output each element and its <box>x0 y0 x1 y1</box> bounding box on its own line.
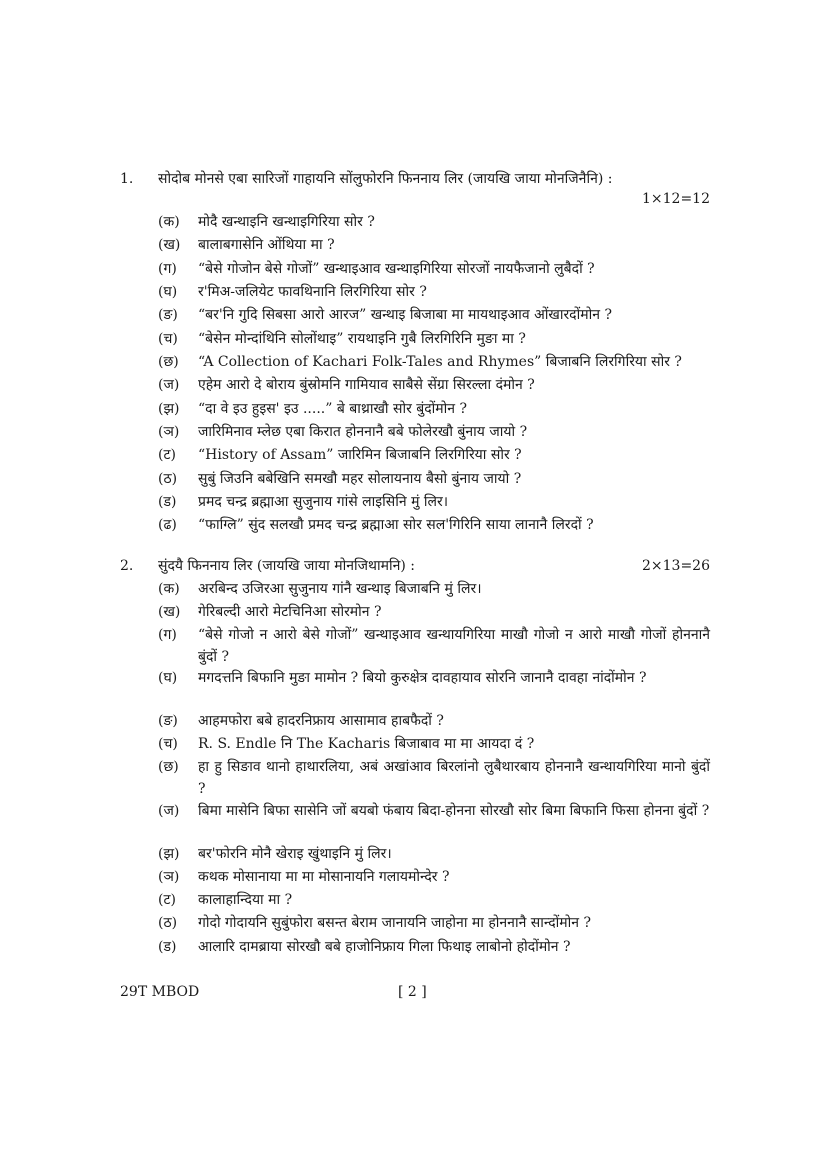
sub-question-text: आहमफोरा बबे हादरनिफ्राय आसामाव हाबफैदों ? <box>198 713 444 729</box>
sub-question-label: (ख) <box>158 237 181 253</box>
sub-question-label: (ज) <box>158 803 180 819</box>
sub-question-text: “बर'नि गुदि सिबसा आरो आरज” खन्थाइ बिजाबा मा मायथाइआव ओंखारदोंमोन ? <box>198 307 612 323</box>
sub-question-text: एहेम आरो दे बोराय बुंस्रोमनि गामियाव साबैसे सेंग्रा सिरल्ला दंमोन ? <box>198 377 535 393</box>
sub-question-label: (ङ) <box>158 307 178 323</box>
sub-question-text: “फाग्लि” सुंद सलखौ प्रमद चन्द्र ब्रह्माआ सोर सल'गिरिनि साया लानानै लिरदों ? <box>198 517 594 533</box>
sub-question-text: “दा वे इउ हुइस' इउ .....” बे बाथ्राखौ सोर बुंदोंमोन ? <box>198 401 468 417</box>
sub-question-text: मगदत्तनि बिफानि मुङा मामोन ? बियो कुरुक्षेत्र दावहायाव सोरनि जानानै दावहा नांदोंमोन ? <box>198 670 647 686</box>
sub-question-text: जारिमिनाव म्लेछ एबा किरात होननानै बबे फोलेरखौ बुंनाय जायो ? <box>198 424 528 440</box>
sub-question-label: (ज) <box>158 377 180 393</box>
sub-question-label: (ट) <box>158 447 176 463</box>
question-1-marks: 1×12=12 <box>642 191 710 207</box>
sub-question-text: मोदै खन्थाइनि खन्थाइगिरिया सोर ? <box>198 214 375 230</box>
sub-question-text: “बेसे गोजोन बेसे गोजों” खन्थाइआव खन्थाइगिरिया सोरजों नायफैजानो लुबैदों ? <box>198 261 595 277</box>
sub-question-text: “History of Assam” जारिमिन बिजाबनि लिरगिरिया सोर ? <box>198 447 522 463</box>
question-2-marks: 2×13=26 <box>642 558 710 574</box>
sub-question-text: बिमा मासेनि बिफा सासेनि जों बयबो फंबाय बिदा-होनना सोरखौ सोर बिमा बिफानि फिसा होनना बुंदों ? <box>198 803 710 819</box>
page-number: [ 2 ] <box>398 984 427 1000</box>
sub-question-label: (क) <box>158 214 180 230</box>
question-text: सोदोब मोनसे एबा सारिजों गाहायनि सोंलुफोरनि फिननाय लिर (जायखि जाया मोनजिनैनि) : <box>158 171 613 187</box>
sub-question-text: आलारि दामब्राया सोरखौ बबे हाजोनिफ्राय गिला फिथाइ लाबोनो होदोंमोन ? <box>198 939 571 955</box>
sub-question-text: कथक मोसानाया मा मा मोसानायनि गलायमोन्देर ? <box>198 869 450 885</box>
sub-question-text: बालाबगासेनि ओंथिया मा ? <box>198 237 335 253</box>
sub-question-text: “बेसे गोजो न आरो बेसे गोजों” खन्थाइआव खन्थायगिरिया माखौ गोजो न आरो माखौ गोजों होननानै बुंदों ? <box>198 627 710 665</box>
sub-question-label: (झ) <box>158 846 180 862</box>
question-number: 2. <box>120 558 134 574</box>
sub-question-text: R. S. Endle नि The Kacharis बिजाबाव मा मा आयदा दं ? <box>198 736 535 752</box>
sub-question-label: (घ) <box>158 284 178 300</box>
sub-question-text: कालाहान्दिया मा ? <box>198 892 293 908</box>
sub-question-text: “बेसेन मोन्दांथिनि सोलोंथाइ” रायथाइनि गुबै लिरगिरिनि मुङा मा ? <box>198 331 526 347</box>
sub-question-label: (च) <box>158 331 178 347</box>
sub-question-label: (ञ) <box>158 869 180 885</box>
sub-question-label: (ग) <box>158 261 177 277</box>
sub-question-label: (छ) <box>158 354 179 370</box>
question-number: 1. <box>120 171 134 187</box>
sub-question-label: (ञ) <box>158 424 180 440</box>
sub-question-label: (झ) <box>158 401 180 417</box>
sub-question-text: गोदो गोदायनि सुबुंफोरा बसन्त बेराम जानायनि जाहोना मा होननानै सान्दोंमोन ? <box>198 915 591 931</box>
sub-question-text: अरबिन्द उजिरआ सुजुनाय गांनै खन्थाइ बिजाबनि मुं लिर। <box>198 581 482 597</box>
sub-question-text: हा हु सिङाव थानो हाथारलिया, अबं अखांआव बिरलांनो लुबैथारबाय होननानै खन्थायगिरिया मानो बुंदों ? <box>198 759 710 797</box>
sub-question-label: (ख) <box>158 604 181 620</box>
sub-question-label: (ङ) <box>158 713 178 729</box>
sub-question-text: प्रमद चन्द्र ब्रह्माआ सुजुनाय गांसे लाइसिनि मुं लिर। <box>198 494 449 510</box>
sub-question-label: (ठ) <box>158 915 178 931</box>
sub-question-label: (ड) <box>158 494 177 510</box>
sub-question-text: बर'फोरनि मोनै खेराइ खुंथाइनि मुं लिर। <box>198 846 392 862</box>
sub-question-label: (घ) <box>158 670 178 686</box>
sub-question-label: (च) <box>158 736 178 752</box>
sub-question-label: (ठ) <box>158 471 178 487</box>
sub-question-label: (क) <box>158 581 180 597</box>
sub-question-label: (ड) <box>158 939 177 955</box>
sub-question-label: (ट) <box>158 892 176 908</box>
sub-question-text: “A Collection of Kachari Folk-Tales and Rhymes” बिजाबनि लिरगिरिया सोर ? <box>198 354 682 370</box>
sub-question-label: (ग) <box>158 627 177 643</box>
paper-code: 29T MBOD <box>120 984 200 1000</box>
sub-question-label: (छ) <box>158 759 179 775</box>
sub-question-label: (ढ) <box>158 517 177 533</box>
question-text: सुंदयै फिननाय लिर (जायखि जाया मोनजिथामनि) : <box>158 558 416 574</box>
sub-question-text: सुबुं जिउनि बबेखिनि समखौ महर सोलायनाय बैसो बुंनाय जायो ? <box>198 471 522 487</box>
sub-question-text: गेरिबल्दी आरो मेटचिनिआ सोरमोन ? <box>198 604 382 620</box>
sub-question-text: र'मिअ-जलियेट फावथिनानि लिरगिरिया सोर ? <box>198 284 427 300</box>
